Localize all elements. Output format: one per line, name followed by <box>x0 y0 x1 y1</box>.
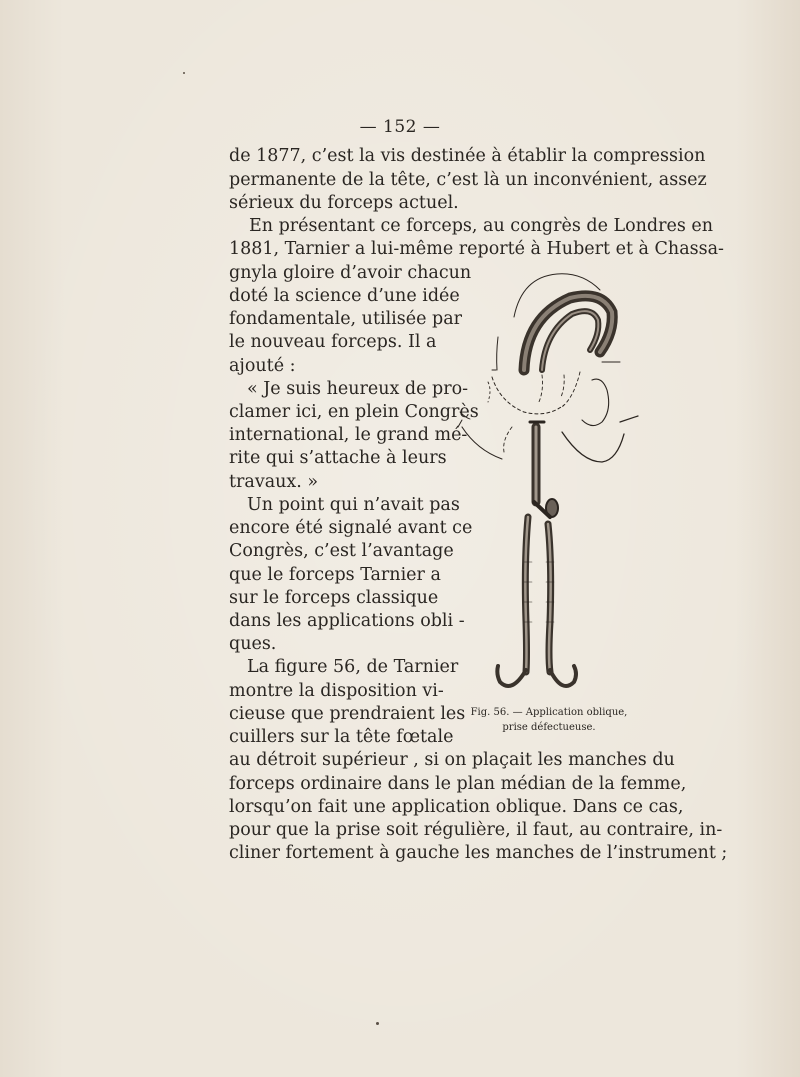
text-line: « Je suis heureux de pro- <box>247 379 469 399</box>
text-line: Congrès, c’est l’avantage <box>229 541 454 561</box>
text-line: rite qui s’attache à leurs <box>229 448 447 468</box>
text-line: fondamentale, utilisée par <box>229 309 463 329</box>
text-line: ajouté : <box>229 356 296 376</box>
text-line: montre la disposition vi- <box>229 681 444 701</box>
text-line: international, le grand mé- <box>229 425 468 445</box>
page-number: — 152 — <box>359 117 441 137</box>
text-line: 1881, Tarnier a lui-même reporté à Hubert et à Chassa- <box>229 239 724 259</box>
text-line: travaux. » <box>229 472 319 492</box>
text-line: pour que la prise soit régulière, il faut, au contraire, in- <box>229 820 723 840</box>
text-line: dans les applications obli - <box>229 611 465 631</box>
paper-speck <box>183 72 185 74</box>
text-line: cuillers sur la tête fœtale <box>229 727 454 747</box>
text-line: En présentant ce forceps, au congrès de Londres en <box>249 216 714 236</box>
text-line: que le forceps Tarnier a <box>229 565 441 585</box>
text-line: le nouveau forceps. Il a <box>229 332 437 352</box>
figure-caption <box>454 705 644 735</box>
text-line: au détroit supérieur , si on plaçait les manches du <box>229 750 675 770</box>
text-line: Un point qui n’avait pas <box>247 495 460 515</box>
text-line: gnyla gloire d’avoir chacun <box>229 263 472 283</box>
text-line: forceps ordinaire dans le plan médian de la femme, <box>229 774 687 794</box>
caption-line: Fig. 56. — Application oblique, <box>470 707 628 718</box>
forceps-illustration-icon <box>452 262 652 712</box>
paper-speck <box>376 1022 379 1025</box>
text-line: clamer ici, en plein Congrès <box>229 402 479 422</box>
caption-line: prise défectueuse. <box>502 722 596 733</box>
text-line: ques. <box>229 634 277 654</box>
text-line: La figure 56, de Tarnier <box>247 657 459 677</box>
text-line: encore été signalé avant ce <box>229 518 473 538</box>
text-line: de 1877, c’est la vis destinée à établir la compression <box>229 146 706 166</box>
text-line: cieuse que prendraient les <box>229 704 466 724</box>
text-line: permanente de la tête, c’est là un inconvénient, assez <box>229 170 707 190</box>
text-line: sérieux du forceps actuel. <box>229 193 459 213</box>
text-line: doté la science d’une idée <box>229 286 460 306</box>
text-line: cliner fortement à gauche les manches de l’instrument ; <box>229 843 728 863</box>
text-line: lorsqu’on fait une application oblique. Dans ce cas, <box>229 797 684 817</box>
text-line: sur le forceps classique <box>229 588 439 608</box>
